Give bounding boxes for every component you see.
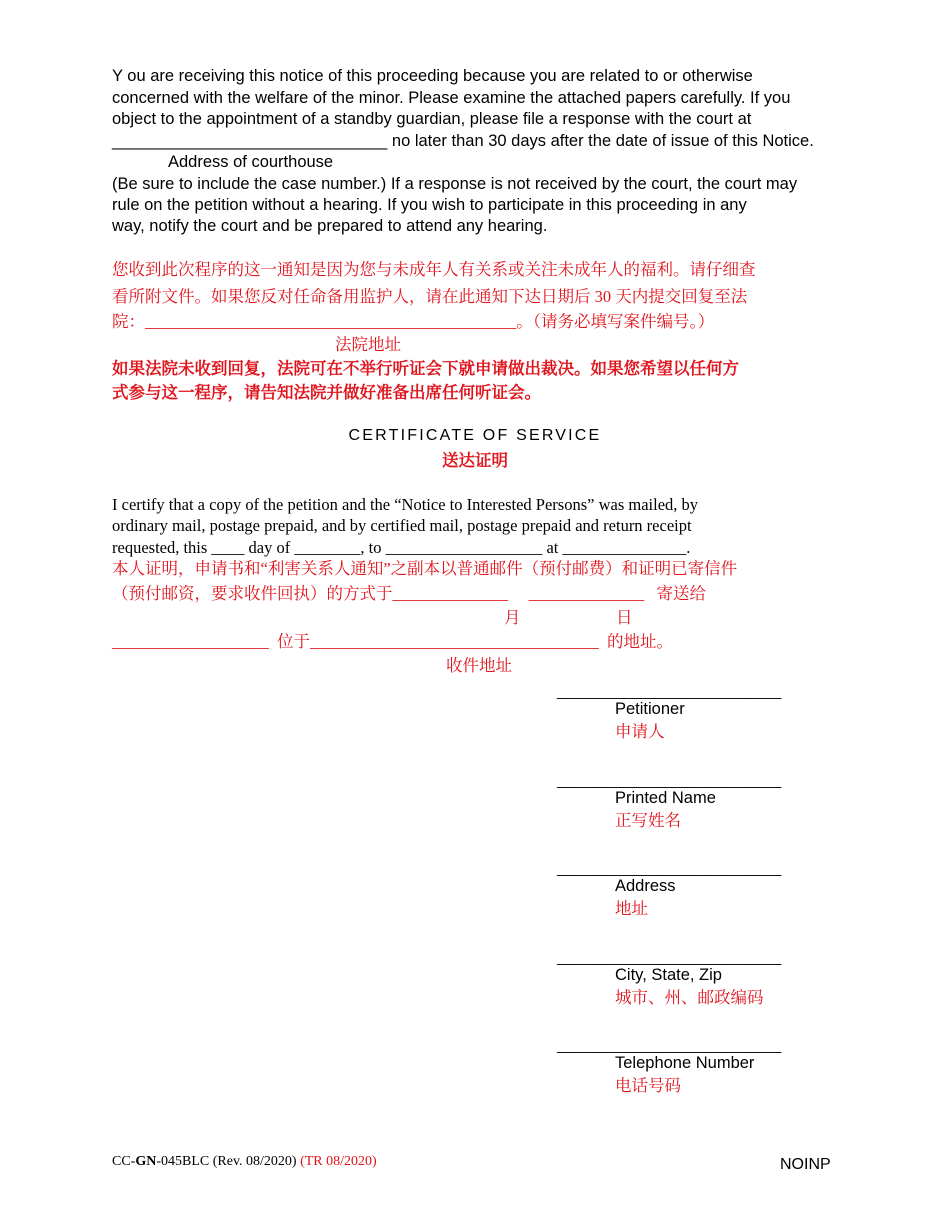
telephone-label-zh: 电话号码 [615, 1076, 681, 1095]
notice-en-line-4-text: no later than 30 days after the date of issue of this Notice. [391, 132, 814, 150]
certificate-en-line-2: ordinary mail, postage prepaid, and by certified mail, postage prepaid and return receipt [112, 516, 692, 535]
notice-zh-line-3 [112, 310, 714, 334]
printed-name-label: Printed Name [615, 789, 716, 807]
form-code-bold: GN [135, 1154, 157, 1169]
city-state-zip-label-zh: 城市、州、邮政编码 [615, 988, 764, 1007]
court-address-label-zh: 法院地址 [335, 335, 401, 354]
certificate-zh-line-3-suffix: 的地址。 [607, 632, 673, 651]
certificate-zh-line-3 [112, 630, 673, 654]
certificate-zh-line-1: 本人证明，申请书和“利害关系人通知”之副本以普通邮件（预付邮费）和证明已寄信件 [112, 559, 738, 578]
certificate-title-en: CERTIFICATE OF SERVICE [348, 427, 602, 444]
certificate-en-line-3[interactable]: requested, this ____ day of ________, to ___________________ at _______________. [112, 538, 691, 557]
court-address-blank-zh[interactable]: _____________________________________________ [145, 312, 517, 331]
telephone-line[interactable]: __________________________ [557, 1037, 782, 1054]
printed-name-label-zh: 正写姓名 [615, 811, 681, 830]
city-state-zip-label: City, State, Zip [615, 966, 722, 984]
form-code [112, 1154, 377, 1170]
certificate-zh-line-2-prefix: （预付邮资，要求收件回执）的方式于 [112, 584, 393, 603]
form-code-prefix: CC- [112, 1154, 136, 1169]
petitioner-label-zh: 申请人 [615, 722, 665, 741]
day-blank[interactable]: ______________ [528, 584, 645, 603]
petitioner-label: Petitioner [615, 700, 685, 718]
notice-zh-bold-line-2: 式参与这一程序，请告知法院并做好准备出席任何听证会。 [112, 383, 541, 402]
petitioner-signature-line[interactable]: __________________________ [557, 683, 782, 700]
notice-zh-line-3-prefix: 院： [112, 312, 145, 331]
notice-en-line-1: Y ou are receiving this notice of this proceeding because you are related to or otherwise [112, 67, 753, 85]
notice-en-line-7: way, notify the court and be prepared to attend any hearing. [112, 217, 548, 235]
address-label-zh: 地址 [615, 899, 648, 918]
certificate-zh-at: 位于 [277, 632, 310, 651]
recipient-address-label: 收件地址 [446, 656, 512, 675]
courthouse-address-label: Address of courthouse [168, 153, 334, 171]
notice-en-line-4 [112, 131, 814, 152]
recipient-blank[interactable]: ___________________ [112, 632, 269, 651]
courthouse-address-blank[interactable]: ______________________________ [112, 132, 388, 150]
address-label: Address [615, 877, 676, 895]
form-name: NOINP [780, 1156, 831, 1173]
month-label: 月 [504, 608, 521, 627]
recipient-address-blank[interactable]: ___________________________________ [310, 632, 599, 651]
day-label: 日 [616, 608, 633, 627]
form-code-translation-rev: (TR 08/2020) [300, 1154, 377, 1169]
form-code-suffix: -045BLC (Rev. 08/2020) [156, 1154, 297, 1169]
city-state-zip-line[interactable]: __________________________ [557, 949, 782, 966]
notice-en-line-5: (Be sure to include the case number.) If a response is not received by the court, the court may [112, 175, 798, 193]
certificate-zh-line-2-suffix: 寄送给 [656, 584, 706, 603]
certificate-zh-line-2 [112, 582, 706, 606]
certificate-en-line-1: I certify that a copy of the petition and the “Notice to Interested Persons” was mailed, by [112, 495, 699, 514]
certificate-title-zh: 送达证明 [442, 451, 508, 470]
notice-en-line-2: concerned with the welfare of the minor. Please examine the attached papers carefully. If you [112, 89, 791, 107]
month-blank[interactable]: ______________ [392, 584, 508, 603]
address-line[interactable]: __________________________ [557, 860, 782, 877]
notice-zh-line-1: 您收到此次程序的这一通知是因为您与未成年人有关系或关注未成年人的福利。请仔细查 [112, 260, 756, 279]
notice-en-line-3: object to the appointment of a standby guardian, please file a response with the court at [112, 110, 752, 128]
notice-en-line-6: rule on the petition without a hearing. If you wish to participate in this proceeding in any [112, 196, 747, 214]
notice-zh-line-3-suffix: 。（请务必填写案件编号。） [516, 312, 715, 331]
printed-name-line[interactable]: __________________________ [557, 772, 782, 789]
notice-zh-bold-line-1: 如果法院未收到回复，法院可在不举行听证会下就申请做出裁决。如果您希望以任何方 [112, 359, 739, 378]
notice-zh-line-2: 看所附文件。如果您反对任命备用监护人，请在此通知下达日期后 30 天内提交回复至法 [112, 287, 748, 306]
telephone-label: Telephone Number [615, 1054, 755, 1072]
